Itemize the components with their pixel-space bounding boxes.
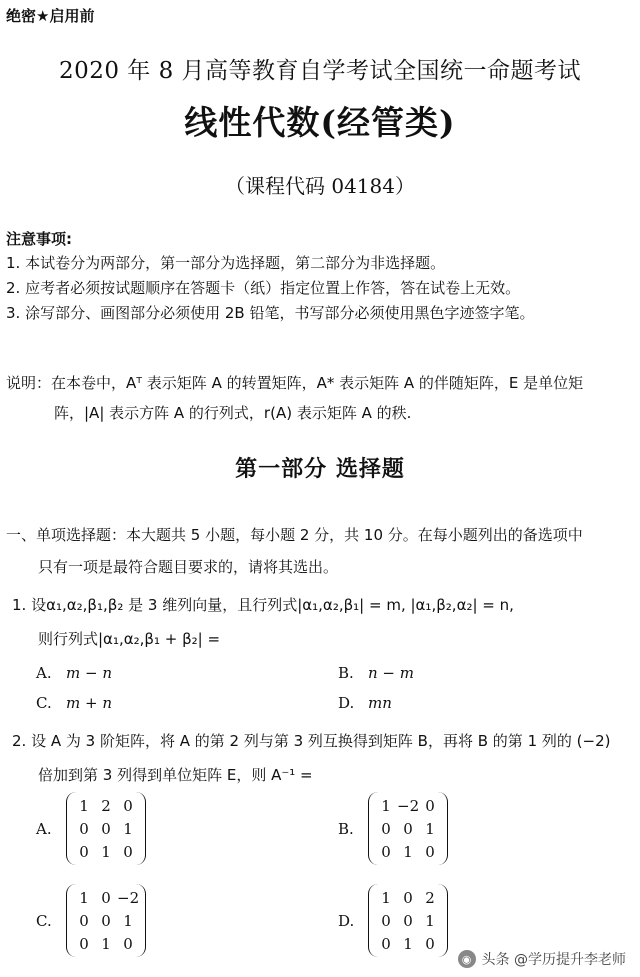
option-letter: A. <box>36 819 52 838</box>
notice-heading: 注意事项: <box>6 230 72 248</box>
matrix-cell: 0 <box>425 842 435 861</box>
q1-option-b[interactable] <box>338 664 414 682</box>
subject-title: 线性代数(经管类) <box>184 103 456 142</box>
matrix <box>368 884 448 957</box>
question-2-stem: 2. 设 A 为 3 阶矩阵，将 A 的第 2 列与第 3 列互换得到矩阵 B，再将 B 的第 1 列的 (−2) <box>12 732 611 750</box>
matrix-cell: 0 <box>101 819 111 838</box>
matrix-cell: 0 <box>123 796 133 815</box>
option-text: mn <box>368 694 392 712</box>
matrix-cell: 1 <box>79 796 89 815</box>
matrix-cell: −2 <box>397 796 420 815</box>
option-letter: D. <box>338 911 355 930</box>
confidential-label: 绝密★启用前 <box>6 7 95 25</box>
q2-option-a[interactable] <box>36 792 146 865</box>
notice-item: 3. 涂写部分、画图部分必须使用 2B 铅笔，书写部分必须使用黑色字迹签字笔。 <box>6 304 535 322</box>
matrix-cell: 0 <box>101 911 111 930</box>
watermark <box>458 949 626 969</box>
option-letter: D. <box>338 694 355 712</box>
matrix-cell: 0 <box>381 911 391 930</box>
explanation-line: 阵，|A| 表示方阵 A 的行列式，r(A) 表示矩阵 A 的秩. <box>54 404 412 422</box>
matrix-cell: 1 <box>381 796 391 815</box>
option-letter: A. <box>36 664 52 682</box>
option-text: m + n <box>66 694 112 712</box>
section-instruction: 只有一项是最符合题目要求的，请将其选出。 <box>38 558 339 576</box>
option-letter: C. <box>36 694 52 712</box>
q1-option-a[interactable] <box>36 664 112 682</box>
part-title: 第一部分 选择题 <box>235 456 405 482</box>
matrix-cell: 1 <box>123 819 133 838</box>
matrix-cell: 0 <box>79 819 89 838</box>
matrix-cell: 0 <box>425 934 435 953</box>
matrix-cell: 0 <box>381 819 391 838</box>
question-1-stem: 则行列式|α₁,α₂,β₁ + β₂| = <box>38 630 221 648</box>
matrix-cell: 1 <box>381 888 391 907</box>
matrix-cell: 0 <box>123 934 133 953</box>
section-instruction: 一、单项选择题：本大题共 5 小题，每小题 2 分，共 10 分。在每小题列出的备选项中 <box>6 526 583 544</box>
matrix-cell: 0 <box>79 911 89 930</box>
matrix-cell: 1 <box>101 842 111 861</box>
matrix-cell: 2 <box>425 888 435 907</box>
q1-option-d[interactable] <box>338 694 392 712</box>
q2-option-c[interactable] <box>36 884 146 957</box>
matrix <box>66 792 146 865</box>
explanation <box>6 368 634 428</box>
matrix-cell: 0 <box>381 842 391 861</box>
option-text: m − n <box>66 664 112 682</box>
notice-item: 1. 本试卷分为两部分，第一部分为选择题，第二部分为非选择题。 <box>6 254 446 272</box>
watermark-text: 头条 @学历提升李老师 <box>481 952 626 968</box>
matrix-cell: 1 <box>425 819 435 838</box>
option-letter: C. <box>36 911 52 930</box>
matrix <box>66 884 146 957</box>
matrix-cell: 0 <box>79 842 89 861</box>
matrix-cell: 0 <box>403 888 413 907</box>
matrix-cell: −2 <box>117 888 140 907</box>
option-letter: B. <box>338 819 354 838</box>
matrix-cell: 1 <box>425 911 435 930</box>
question-2-stem: 倍加到第 3 列得到单位矩阵 E，则 A⁻¹ = <box>38 766 313 784</box>
matrix-cell: 1 <box>403 842 413 861</box>
toutiao-icon: ◉ <box>458 950 476 968</box>
matrix-cell: 0 <box>123 842 133 861</box>
course-code: （课程代码 04184） <box>225 174 415 198</box>
matrix-cell: 0 <box>403 819 413 838</box>
matrix-cell: 1 <box>403 934 413 953</box>
matrix-cell: 2 <box>101 796 111 815</box>
exam-title: 2020 年 8 月高等教育自学考试全国统一命题考试 <box>58 58 582 84</box>
matrix-cell: 1 <box>79 888 89 907</box>
matrix-cell: 0 <box>403 911 413 930</box>
q2-option-d[interactable] <box>338 884 448 957</box>
matrix-cell: 0 <box>101 888 111 907</box>
q1-option-c[interactable] <box>36 694 112 712</box>
explanation-line: 说明：在本卷中，Aᵀ 表示矩阵 A 的转置矩阵，A* 表示矩阵 A 的伴随矩阵，E 是单位矩 <box>6 374 584 392</box>
matrix-cell: 0 <box>381 934 391 953</box>
matrix-cell: 0 <box>425 796 435 815</box>
matrix-cell: 1 <box>101 934 111 953</box>
q2-option-b[interactable] <box>338 792 448 865</box>
notice-item: 2. 应考者必须按试题顺序在答题卡（纸）指定位置上作答，答在试卷上无效。 <box>6 279 521 297</box>
option-letter: B. <box>338 664 354 682</box>
matrix-cell: 0 <box>79 934 89 953</box>
option-text: n − m <box>368 664 414 682</box>
question-1-stem: 1. 设α₁,α₂,β₁,β₂ 是 3 维列向量，且行列式|α₁,α₂,β₁| = m, |α₁,β₂,α₂| = n, <box>12 596 514 614</box>
matrix-cell: 1 <box>123 911 133 930</box>
matrix <box>368 792 448 865</box>
